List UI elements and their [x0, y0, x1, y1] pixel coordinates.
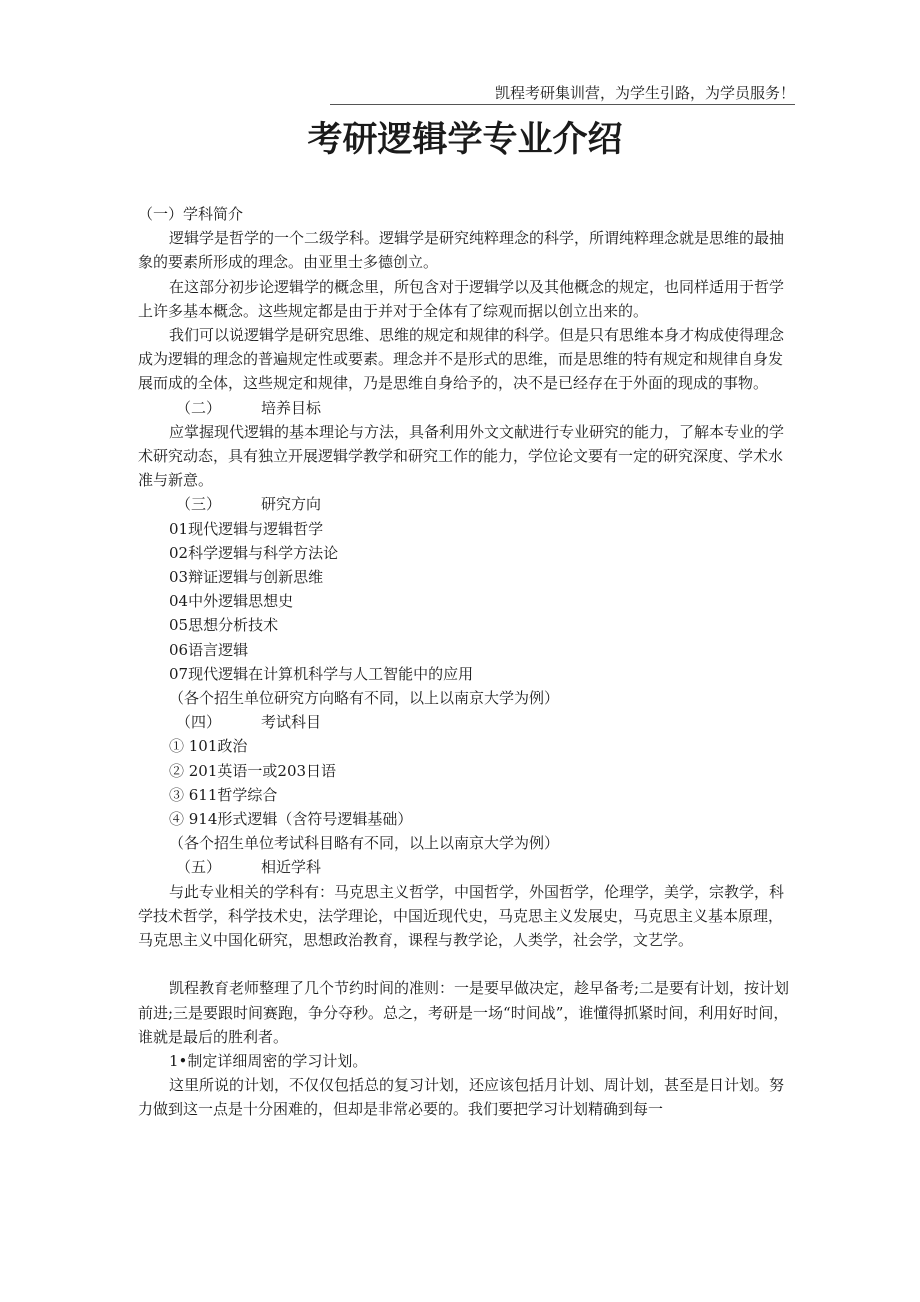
section-heading-related — [138, 855, 794, 879]
page-header: 凯程考研集训营，为学生引路，为学员服务！ — [494, 84, 795, 102]
paragraph: 凯程教育老师整理了几个节约时间的准则：一是要早做决定，趁早备考;二是要有计划，按计划前进;三是要跟时间赛跑，争分夺秒。总之，考研是一场“时间战”，谁懂得抓紧时间，利用好时间，谁就是最后的胜利者。 — [138, 979, 790, 1046]
section-number: （三） — [176, 495, 222, 514]
section-number: （二） — [176, 398, 222, 417]
list-item: 04中外逻辑思想史 — [169, 592, 294, 611]
paragraph: 应掌握现代逻辑的基本理论与方法，具备利用外文文献进行专业研究的能力，了解本专业的学术研究动态，具有独立开展逻辑学教学和研究工作的能力，学位论文要有一定的研究深度、学术水准与新意。 — [138, 422, 785, 490]
paragraph: 在这部分初步论逻辑学的概念里，所包含对于逻辑学以及其他概念的规定，也同样适用于哲学上许多基本概念。这些规定都是由于并对于全体有了综观而据以创立出来的。 — [138, 277, 785, 320]
section-heading-exams — [138, 710, 794, 734]
list-item: 03辩证逻辑与创新思维 — [169, 568, 324, 587]
section-title: 考试科目 — [261, 713, 322, 732]
list-item: 07现代逻辑在计算机科学与人工智能中的应用 — [169, 664, 474, 683]
document-body — [138, 202, 794, 1122]
header-rule — [330, 104, 795, 105]
section-heading-goals — [138, 396, 794, 420]
list-item: 05思想分析技术 — [169, 616, 279, 635]
spacer — [138, 952, 794, 976]
section-title: 培养目标 — [261, 398, 322, 417]
section-title: 相近学科 — [261, 858, 322, 877]
paragraph: 逻辑学是哲学的一个二级学科。逻辑学是研究纯粹理念的科学，所谓纯粹理念就是思维的最抽象的要素所形成的理念。由亚里士多德创立。 — [138, 229, 785, 272]
paragraph: 这里所说的计划，不仅仅包括总的复习计划，还应该包括月计划、周计划，甚至是日计划。努力做到这一点是十分困难的，但却是非常必要的。我们要把学习计划精确到每一 — [138, 1076, 785, 1119]
section-number: （四） — [176, 713, 222, 732]
section-heading-intro: （一）学科简介 — [138, 205, 244, 223]
section-heading-directions — [138, 492, 794, 516]
page-title: 考研逻辑学专业介绍 — [307, 120, 623, 160]
list-item: ① 101政治 — [169, 737, 248, 756]
list-item: 1•制定详细周密的学习计划。 — [169, 1051, 368, 1070]
paragraph: 与此专业相关的学科有：马克思主义哲学，中国哲学，外国哲学，伦理学，美学，宗教学，科学技术哲学，科学技术史，法学理论，中国近现代史，马克思主义发展史，马克思主义基本原理，马克思主义中国化研究，思想政治教育，课程与教学论，人类学，社会学，文艺学。 — [138, 882, 785, 950]
note: （各个招生单位考试科目略有不同，以上以南京大学为例） — [169, 834, 560, 853]
paragraph: 我们可以说逻辑学是研究思维、思维的规定和规律的科学。但是只有思维本身才构成使得理念成为逻辑的理念的普遍规定性或要素。理念并不是形式的思维，而是思维的特有规定和规律自身发展而成的全体，这些规定和规律，乃是思维自身给予的，决不是已经存在于外面的现成的事物。 — [138, 326, 785, 393]
list-item: 01现代逻辑与逻辑哲学 — [169, 519, 324, 538]
section-number: （五） — [176, 858, 222, 877]
section-title: 研究方向 — [261, 495, 322, 514]
list-item: 06语言逻辑 — [169, 640, 249, 659]
note: （各个招生单位研究方向略有不同，以上以南京大学为例） — [169, 689, 560, 708]
list-item: ② 201英语一或203日语 — [169, 761, 337, 780]
list-item: ④ 914形式逻辑（含符号逻辑基础） — [169, 810, 413, 829]
list-item: 02科学逻辑与科学方法论 — [169, 543, 339, 562]
list-item: ③ 611哲学综合 — [169, 785, 278, 804]
